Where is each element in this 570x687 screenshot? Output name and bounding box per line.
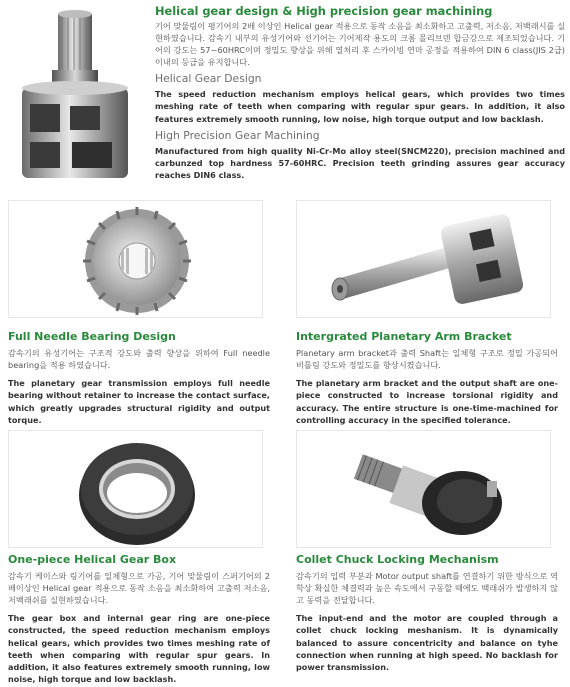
- feature-english-text: The gear box and internal gear ring are one-piece constructed, the speed reduction mechanism employs helical gears, which provides two times meshing rate of teeth when comparing with regular spur gears. In addition, it also features extremely smooth running, low noise, high torque and low backlash.: [8, 613, 270, 685]
- intro-section: [155, 4, 565, 182]
- feature-card-planetary-arm: [296, 330, 558, 426]
- feature-title: Intergrated Planetary Arm Bracket: [296, 330, 512, 343]
- helical-gear-design-text: The speed reduction mechanism employs helical gears, which provides two times meshing rate of teeth when comparing with regular spur gears. In addition, it also features extremely smooth running, low noise, high torque output and low backlash.: [155, 89, 565, 124]
- feature-title: Full Needle Bearing Design: [8, 330, 176, 343]
- precision-machining-text: Manufactured from high quality Ni-Cr-Mo alloy steel(SNCM220), precision machined and carbunzed top hardness 57-60HRC. Precision teeth grinding assures gear accuracy reaches DIN6 class.: [155, 145, 565, 181]
- feature-title: One-piece Helical Gear Box: [8, 553, 177, 566]
- feature-korean-text: 감속기 케이스와 링기어를 일체형으로 가공, 기어 맞물림이 스퍼기어의 2배이상인 Helical gear 적용으로 동작 소음을 최소화하여 고출력 저소음, 저백래쉬를 실현하였습니다.: [8, 571, 270, 605]
- intro-title: Helical gear design & High precision gear machining: [155, 4, 493, 18]
- feature-korean-text: 감속기의 유성기어는 구조적 강도와 출력 향상을 위하여 Full needle bearing을 적용 하였습니다.: [8, 348, 270, 370]
- needle-bearing-gear-photo: [8, 200, 263, 318]
- helical-gear-box-photo: [8, 430, 263, 548]
- feature-korean-text: 감속기의 입력 부분과 Motor output shaft를 연결하기 위한 방식으로 역학상 확실한 체결력과 높은 속도에서 구동할 때에도 백래쉬가 발생하지 않고 동력을 전달합니다.: [296, 571, 558, 605]
- feature-korean-text: Planetary arm bracket과 출력 Shaft는 일체형 구조로 정밀 가공되어 비틀림 강도와 정밀도를 향상시켰습니다.: [296, 348, 558, 370]
- feature-english-text: The planetary gear transmission employs full needle bearing without retainer to increase the contact surface, which greatly upgrades structural rigidity and output torque.: [8, 378, 270, 425]
- feature-english-text: The planetary arm bracket and the output shaft are one-piece constructed to increase torsional rigidity and accuracy. The entire structure is one-time-machined for controlling accuracy in the specified tolerance.: [296, 378, 558, 425]
- output-shaft-photo: [8, 8, 144, 188]
- intro-korean-text: 기어 맞물림이 평기어의 2배 이상인 Helical gear 적용으로 동작 소음을 최소화하고 고출력, 저소음, 저백래시를 실현하였습니다. 감속기 내부의 유성기어와 선기어는 기어제작 용도의 크롬 몰리브덴 합금강으로 제조되었습니다. 기어의 강도는 57~60HRC이며 정밀도 향상을 위해 열처리 후 스카이빙 연마 공정을 적용하여 DIN 6 class(JIS 2급) 이내의 등급을 유지합니다.: [155, 21, 565, 67]
- collet-chuck-photo: [296, 430, 551, 548]
- feature-card-collet-chuck: [296, 553, 558, 673]
- precision-machining-heading: High Precision Gear Machining: [155, 128, 320, 142]
- helical-gear-design-heading: Helical Gear Design: [155, 72, 262, 85]
- planetary-arm-bracket-photo: [296, 200, 551, 318]
- feature-english-text: The input-end and the motor are coupled through a collet chuck locking meshanism. It is dynamically balanced to assure concentricity and balance on tyhe connection when running at high speed. No backlash for power transmission.: [296, 613, 558, 673]
- feature-title: Collet Chuck Locking Mechanism: [296, 553, 499, 566]
- feature-card-helical-gear-box: [8, 553, 270, 686]
- feature-card-needle-bearing: [8, 330, 270, 426]
